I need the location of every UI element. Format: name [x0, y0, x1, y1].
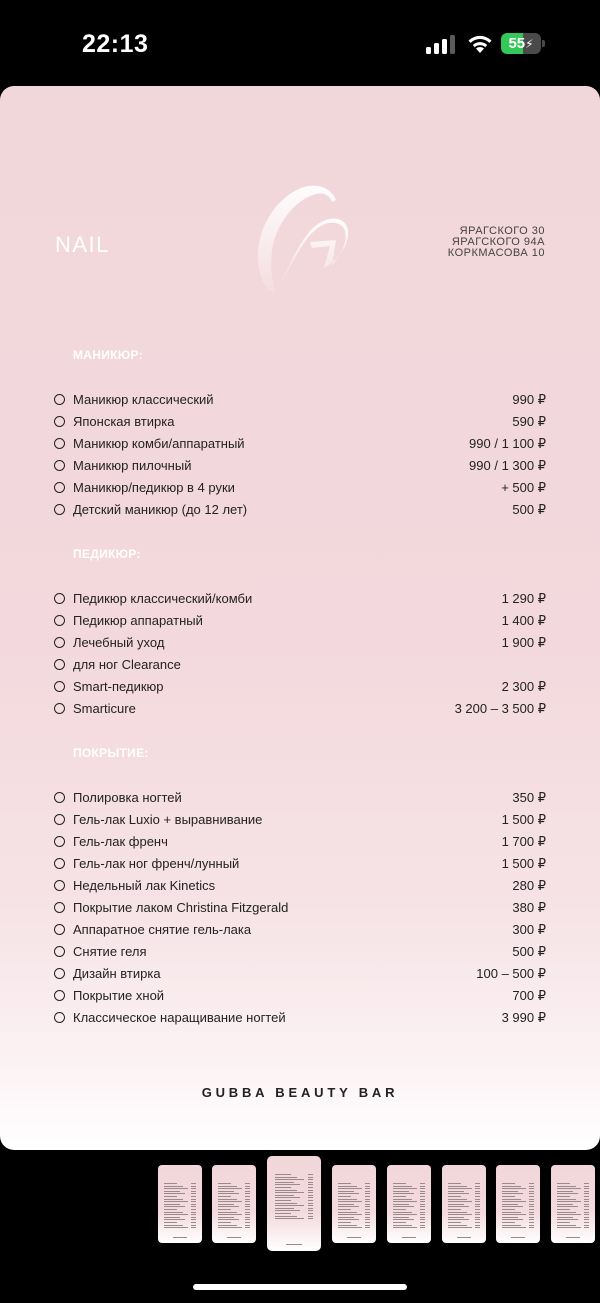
price-row[interactable]: [54, 613, 546, 629]
item-price: 500 ₽: [512, 502, 546, 517]
item-name: Гель-лак френч: [73, 834, 168, 849]
document-title: NAIL: [55, 232, 110, 257]
item-price: 700 ₽: [512, 988, 546, 1003]
price-row[interactable]: [54, 436, 546, 452]
section-title-pedicure: ПЕДИКЮР:: [73, 547, 141, 561]
item-name: для ног Clearance: [73, 657, 181, 672]
price-row[interactable]: [54, 635, 546, 651]
price-row[interactable]: [54, 966, 546, 982]
price-row[interactable]: [54, 878, 546, 894]
item-name: Маникюр комби/аппаратный: [73, 436, 245, 451]
item-name: Smart-педикюр: [73, 679, 164, 694]
wifi-icon: [466, 32, 494, 54]
radio-button[interactable]: [54, 968, 65, 979]
home-indicator[interactable]: [193, 1284, 407, 1290]
item-name: Гель-лак Luxio + выравнивание: [73, 812, 263, 827]
item-name: Дизайн втирка: [73, 966, 161, 981]
battery-level: 55⚡: [508, 35, 534, 52]
page-thumbnail[interactable]: [387, 1165, 431, 1243]
page-thumbnail[interactable]: [332, 1165, 376, 1243]
item-price: 3 990 ₽: [501, 1010, 546, 1025]
item-name: Маникюр классический: [73, 392, 214, 407]
cellular-signal-icon: [426, 34, 456, 54]
radio-button[interactable]: [54, 946, 65, 957]
item-price: 280 ₽: [512, 878, 546, 893]
radio-button[interactable]: [54, 593, 65, 604]
item-name: Полировка ногтей: [73, 790, 182, 805]
radio-button[interactable]: [54, 902, 65, 913]
status-bar: [0, 0, 600, 86]
item-name: Недельный лак Kinetics: [73, 878, 216, 893]
price-row[interactable]: [54, 834, 546, 850]
radio-button[interactable]: [54, 990, 65, 1001]
page-thumbnail[interactable]: [551, 1165, 595, 1243]
radio-button[interactable]: [54, 615, 65, 626]
radio-button[interactable]: [54, 438, 65, 449]
radio-button[interactable]: [54, 703, 65, 714]
footer-brand: GUBBA BEAUTY BAR: [201, 1085, 399, 1100]
page-thumbnail[interactable]: [212, 1165, 256, 1243]
status-time: 22:13: [82, 30, 149, 58]
item-price: 2 300 ₽: [501, 679, 546, 694]
item-price: 1 900 ₽: [501, 635, 546, 650]
radio-button[interactable]: [54, 1012, 65, 1023]
radio-button[interactable]: [54, 880, 65, 891]
page-thumbnail[interactable]: [158, 1165, 202, 1243]
item-price: 1 500 ₽: [501, 812, 546, 827]
item-price: 1 290 ₽: [501, 591, 546, 606]
item-name: Японская втирка: [73, 414, 175, 429]
radio-button[interactable]: [54, 836, 65, 847]
price-row[interactable]: [54, 701, 546, 717]
item-price: 380 ₽: [512, 900, 546, 915]
page-thumbnail[interactable]: [496, 1165, 540, 1243]
radio-button[interactable]: [54, 460, 65, 471]
item-name: Покрытие лаком Christina Fitzgerald: [73, 900, 289, 915]
item-name: Маникюр/педикюр в 4 руки: [73, 480, 235, 495]
document-page: [0, 86, 600, 1150]
price-row[interactable]: [54, 1010, 546, 1026]
section-title-manicure: МАНИКЮР:: [73, 348, 143, 362]
item-price: 500 ₽: [512, 944, 546, 959]
item-price: + 500 ₽: [501, 480, 546, 495]
item-name: Лечебный уход: [73, 635, 165, 650]
item-name: Классическое наращивание ногтей: [73, 1010, 286, 1025]
item-name: Гель-лак ног френч/лунный: [73, 856, 240, 871]
address-line: ЯРАГСКОГО 94А: [451, 236, 545, 248]
price-row[interactable]: [54, 591, 546, 607]
price-row[interactable]: [54, 812, 546, 828]
radio-button[interactable]: [54, 924, 65, 935]
item-price: 1 500 ₽: [501, 856, 546, 871]
item-price: 350 ₽: [512, 790, 546, 805]
price-row[interactable]: [54, 392, 546, 408]
address-line: ЯРАГСКОГО 30: [459, 225, 545, 237]
address-list: [448, 226, 545, 259]
price-row[interactable]: [54, 480, 546, 496]
radio-button[interactable]: [54, 482, 65, 493]
radio-button[interactable]: [54, 416, 65, 427]
price-row[interactable]: [54, 790, 546, 806]
item-name: Аппаратное снятие гель-лака: [73, 922, 252, 937]
price-row[interactable]: [54, 414, 546, 430]
radio-button[interactable]: [54, 659, 65, 670]
item-price: 990 ₽: [512, 392, 546, 407]
radio-button[interactable]: [54, 681, 65, 692]
price-row[interactable]: [54, 458, 546, 474]
radio-button[interactable]: [54, 504, 65, 515]
item-name: Снятие геля: [73, 944, 147, 959]
address-line: КОРКМАСОВА 10: [447, 247, 545, 259]
item-price: 1 400 ₽: [501, 613, 546, 628]
price-row[interactable]: [54, 679, 546, 695]
item-price: 300 ₽: [512, 922, 546, 937]
item-name: Покрытие хной: [73, 988, 165, 1003]
item-name: Педикюр аппаратный: [73, 613, 203, 628]
item-name: Педикюр классический/комби: [73, 591, 253, 606]
section-title-coating: ПОКРЫТИЕ:: [73, 746, 149, 760]
item-name: Маникюр пилочный: [73, 458, 192, 473]
radio-button[interactable]: [54, 814, 65, 825]
price-row[interactable]: [54, 900, 546, 916]
radio-button[interactable]: [54, 858, 65, 869]
item-price: 100 – 500 ₽: [476, 966, 546, 981]
price-row[interactable]: [54, 922, 546, 938]
brand-logo: [250, 182, 354, 298]
radio-button[interactable]: [54, 394, 65, 405]
price-row[interactable]: [54, 657, 546, 673]
item-price: 3 200 – 3 500 ₽: [454, 701, 546, 716]
price-row[interactable]: [54, 944, 546, 960]
radio-button[interactable]: [54, 792, 65, 803]
item-price: 990 / 1 300 ₽: [469, 458, 546, 473]
item-price: 590 ₽: [512, 414, 546, 429]
item-price: 990 / 1 100 ₽: [469, 436, 546, 451]
battery-icon: [501, 33, 545, 55]
price-row[interactable]: [54, 988, 546, 1004]
radio-button[interactable]: [54, 637, 65, 648]
price-row[interactable]: [54, 856, 546, 872]
item-name: Детский маникюр (до 12 лет): [73, 502, 248, 517]
price-row[interactable]: [54, 502, 546, 518]
item-price: 1 700 ₽: [501, 834, 546, 849]
page-thumbnail[interactable]: [267, 1156, 321, 1251]
page-thumbnail[interactable]: [442, 1165, 486, 1243]
item-name: Smarticure: [73, 701, 136, 716]
